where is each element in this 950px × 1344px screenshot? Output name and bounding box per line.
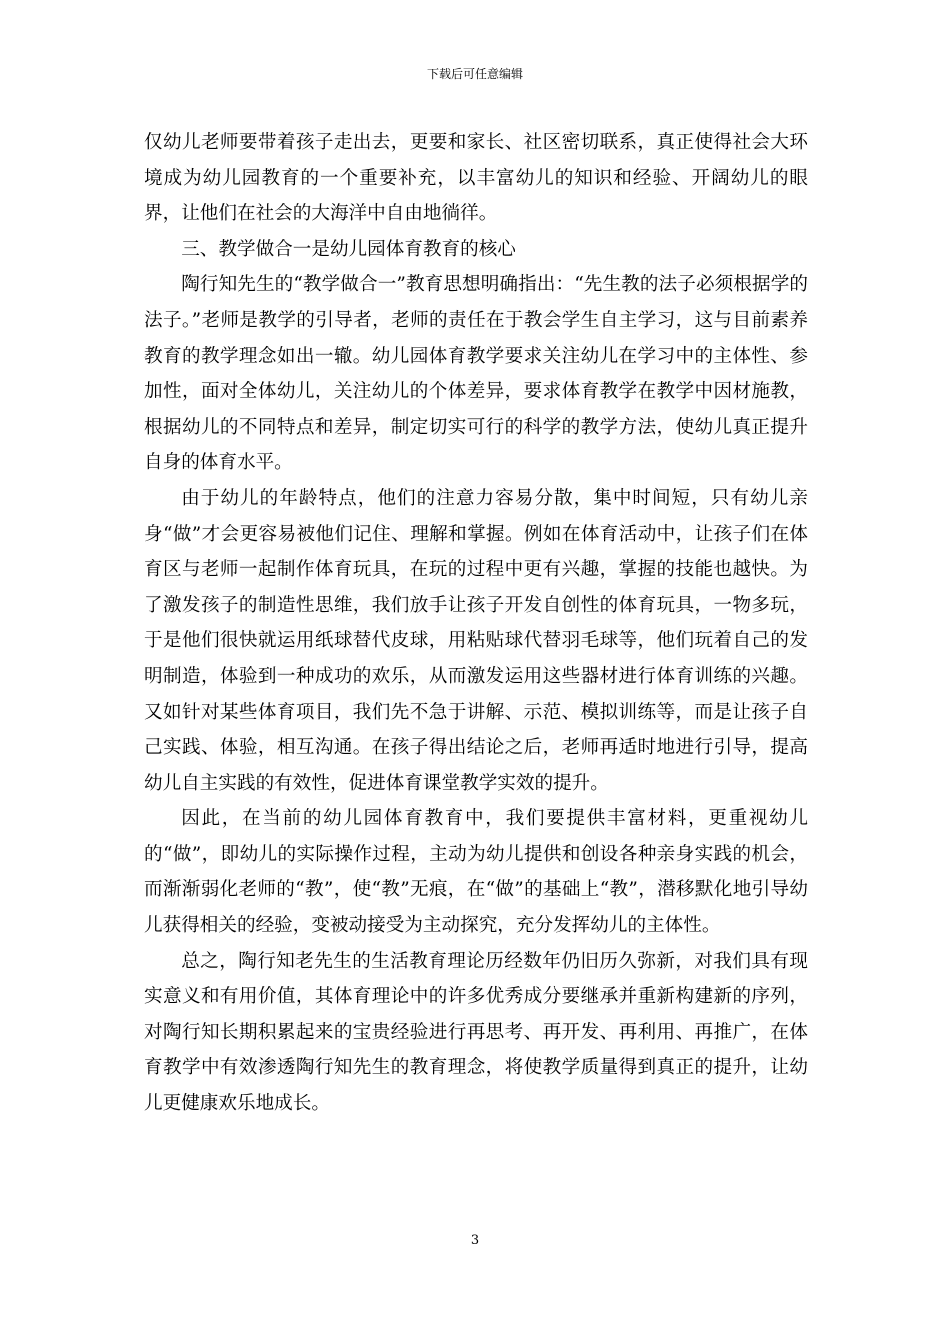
section-heading: 三、教学做合一是幼儿园体育教育的核心 bbox=[181, 238, 516, 260]
paragraph-continuation: 仅幼儿老师要带着孩子走出去，更要和家长、社区密切联系，真正使得社会大环境成为幼儿园教育的一个重要补充，以丰富幼儿的知识和经验、开阔幼儿的眼界，让他们在社会的大海洋中自由地徜徉。 bbox=[144, 132, 808, 225]
paragraph: 因此，在当前的幼儿园体育教育中，我们要提供丰富材料，更重视幼儿的“做”，即幼儿的实际操作过程，主动为幼儿提供和创设各种亲身实践的机会，而渐渐弱化老师的“教”，使“教”无痕，在“做”的基础上“教”，潜移默化地引导幼儿获得相关的经验，变被动接受为主动探究，充分发挥幼儿的主体性。 bbox=[144, 808, 808, 937]
paragraph: 陶行知先生的“教学做合一”教育思想明确指出：“先生教的法子必须根据学的法子。”老师是教学的引导者，老师的责任在于教会学生自主学习，这与目前素养教育的教学理念如出一辙。幼儿园体育教学要求关注幼儿在学习中的主体性、参加性，面对全体幼儿，关注幼儿的个体差异，要求体育教学在教学中因材施教，根据幼儿的不同特点和差异，制定切实可行的科学的教学方法，使幼儿真正提升自身的体育水平。 bbox=[144, 274, 808, 474]
paragraph: 总之，陶行知老先生的生活教育理论历经数年仍旧历久弥新，对我们具有现实意义和有用价值，其体育理论中的许多优秀成分要继承并重新构建新的序列，对陶行知长期积累起来的宝贵经验进行再思考、再开发、再利用、再推广，在体育教学中有效渗透陶行知先生的教育理念，将使教学质量得到真正的提升，让幼儿更健康欢乐地成长。 bbox=[144, 950, 808, 1115]
document-body bbox=[144, 125, 808, 1122]
page-number: 3 bbox=[470, 1233, 480, 1248]
paragraph: 由于幼儿的年龄特点，他们的注意力容易分散，集中时间短，只有幼儿亲身“做”才会更容易被他们记住、理解和掌握。例如在体育活动中，让孩子们在体育区与老师一起制作体育玩具，在玩的过程中更有兴趣，掌握的技能也越快。为了激发孩子的制造性思维，我们放手让孩子开发自创性的体育玩具，一物多玩，于是他们很快就运用纸球替代皮球，用粘贴球代替羽毛球等，他们玩着自己的发明制造，体验到一种成功的欢乐，从而激发运用这些器材进行体育训练的兴趣。又如针对某些体育项目，我们先不急于讲解、示范、模拟训练等，而是让孩子自己实践、体验，相互沟通。在孩子得出结论之后，老师再适时地进行引导，提高幼儿自主实践的有效性，促进体育课堂教学实效的提升。 bbox=[144, 487, 808, 794]
page-header: 下载后可任意编辑 bbox=[426, 67, 523, 81]
